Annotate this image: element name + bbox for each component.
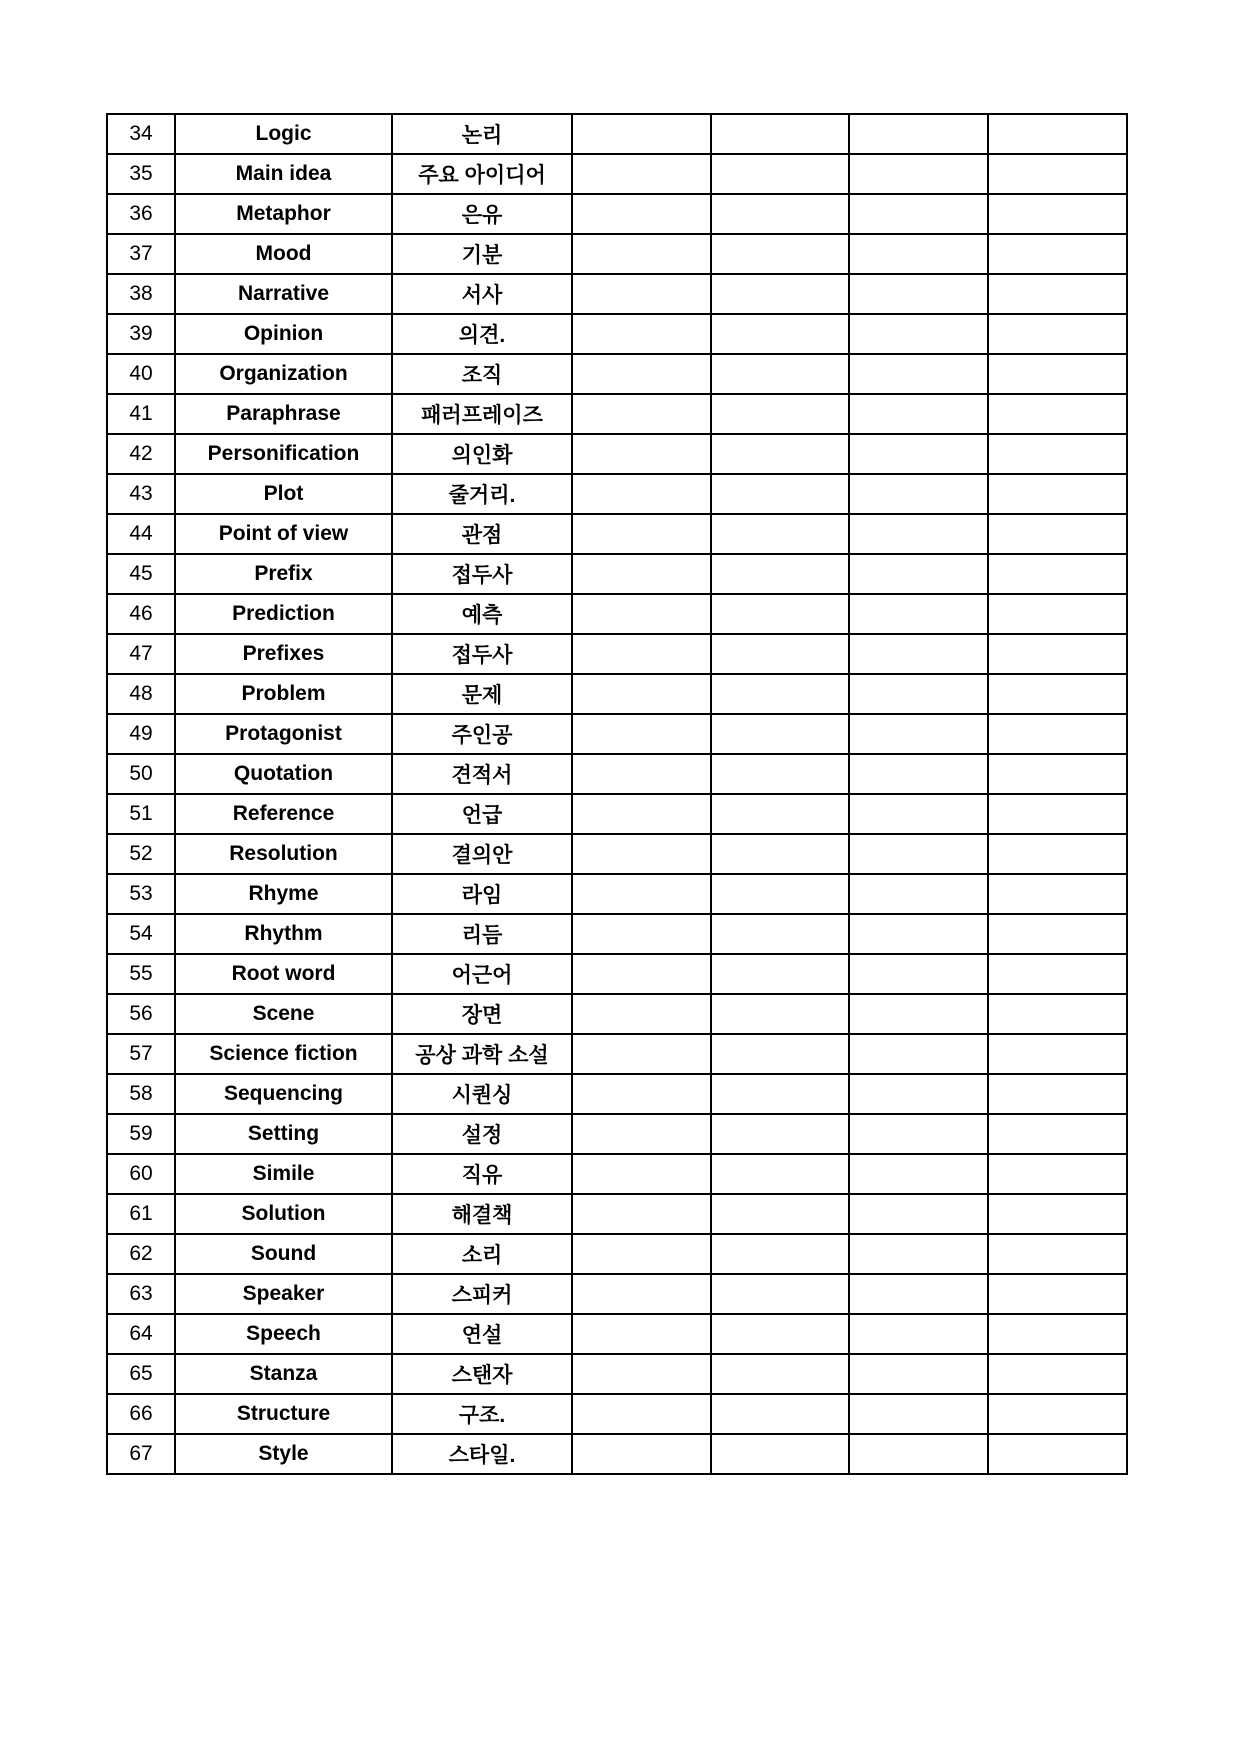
table-row <box>107 634 1127 674</box>
table-row <box>107 354 1127 394</box>
english-term-cell: Narrative <box>175 274 392 314</box>
english-term-cell: Mood <box>175 234 392 274</box>
blank-answer-cell <box>572 154 711 194</box>
korean-term-cell: 해결책 <box>392 1194 572 1234</box>
blank-answer-cell <box>988 554 1127 594</box>
blank-answer-cell <box>572 194 711 234</box>
row-number-cell: 35 <box>107 154 175 194</box>
english-term-cell: Point of view <box>175 514 392 554</box>
blank-answer-cell <box>572 1274 711 1314</box>
blank-answer-cell <box>849 1354 988 1394</box>
blank-answer-cell <box>849 1434 988 1474</box>
table-row <box>107 1314 1127 1354</box>
table-row <box>107 514 1127 554</box>
blank-answer-cell <box>988 714 1127 754</box>
korean-term-cell: 견적서 <box>392 754 572 794</box>
row-number-cell: 55 <box>107 954 175 994</box>
blank-answer-cell <box>849 954 988 994</box>
korean-term-cell: 공상 과학 소설 <box>392 1034 572 1074</box>
blank-answer-cell <box>849 474 988 514</box>
blank-answer-cell <box>572 1074 711 1114</box>
blank-answer-cell <box>572 1314 711 1354</box>
korean-term-cell: 주인공 <box>392 714 572 754</box>
blank-answer-cell <box>711 714 849 754</box>
row-number-cell: 53 <box>107 874 175 914</box>
blank-answer-cell <box>711 1394 849 1434</box>
table-row <box>107 314 1127 354</box>
english-term-cell: Prefixes <box>175 634 392 674</box>
blank-answer-cell <box>849 1194 988 1234</box>
row-number-cell: 37 <box>107 234 175 274</box>
row-number-cell: 46 <box>107 594 175 634</box>
korean-term-cell: 접두사 <box>392 634 572 674</box>
blank-answer-cell <box>711 1034 849 1074</box>
row-number-cell: 41 <box>107 394 175 434</box>
table-row <box>107 474 1127 514</box>
table-row <box>107 714 1127 754</box>
english-term-cell: Setting <box>175 1114 392 1154</box>
blank-answer-cell <box>711 1114 849 1154</box>
blank-answer-cell <box>849 554 988 594</box>
row-number-cell: 54 <box>107 914 175 954</box>
blank-answer-cell <box>849 594 988 634</box>
blank-answer-cell <box>572 1394 711 1434</box>
row-number-cell: 49 <box>107 714 175 754</box>
korean-term-cell: 소리 <box>392 1234 572 1274</box>
korean-term-cell: 은유 <box>392 194 572 234</box>
blank-answer-cell <box>711 514 849 554</box>
table-row <box>107 1274 1127 1314</box>
english-term-cell: Reference <box>175 794 392 834</box>
korean-term-cell: 접두사 <box>392 554 572 594</box>
korean-term-cell: 시퀀싱 <box>392 1074 572 1114</box>
blank-answer-cell <box>988 394 1127 434</box>
row-number-cell: 57 <box>107 1034 175 1074</box>
blank-answer-cell <box>849 1314 988 1354</box>
table-row <box>107 1354 1127 1394</box>
row-number-cell: 40 <box>107 354 175 394</box>
blank-answer-cell <box>849 1114 988 1154</box>
blank-answer-cell <box>711 754 849 794</box>
blank-answer-cell <box>711 474 849 514</box>
english-term-cell: Solution <box>175 1194 392 1234</box>
korean-term-cell: 서사 <box>392 274 572 314</box>
korean-term-cell: 직유 <box>392 1154 572 1194</box>
blank-answer-cell <box>711 1354 849 1394</box>
blank-answer-cell <box>988 1154 1127 1194</box>
blank-answer-cell <box>988 634 1127 674</box>
table-row <box>107 954 1127 994</box>
table-row <box>107 434 1127 474</box>
blank-answer-cell <box>711 1274 849 1314</box>
blank-answer-cell <box>572 114 711 154</box>
blank-answer-cell <box>849 994 988 1034</box>
korean-term-cell: 언급 <box>392 794 572 834</box>
blank-answer-cell <box>849 1034 988 1074</box>
table-row <box>107 1234 1127 1274</box>
row-number-cell: 61 <box>107 1194 175 1234</box>
english-term-cell: Main idea <box>175 154 392 194</box>
blank-answer-cell <box>988 114 1127 154</box>
blank-answer-cell <box>849 354 988 394</box>
row-number-cell: 60 <box>107 1154 175 1194</box>
row-number-cell: 62 <box>107 1234 175 1274</box>
blank-answer-cell <box>849 714 988 754</box>
blank-answer-cell <box>849 634 988 674</box>
english-term-cell: Rhythm <box>175 914 392 954</box>
blank-answer-cell <box>572 314 711 354</box>
blank-answer-cell <box>988 874 1127 914</box>
blank-answer-cell <box>711 1234 849 1274</box>
row-number-cell: 58 <box>107 1074 175 1114</box>
blank-answer-cell <box>711 674 849 714</box>
blank-answer-cell <box>849 1154 988 1194</box>
blank-answer-cell <box>572 274 711 314</box>
korean-term-cell: 어근어 <box>392 954 572 994</box>
english-term-cell: Plot <box>175 474 392 514</box>
blank-answer-cell <box>988 474 1127 514</box>
table-row <box>107 194 1127 234</box>
blank-answer-cell <box>988 834 1127 874</box>
blank-answer-cell <box>988 1074 1127 1114</box>
row-number-cell: 66 <box>107 1394 175 1434</box>
row-number-cell: 42 <box>107 434 175 474</box>
blank-answer-cell <box>572 674 711 714</box>
blank-answer-cell <box>572 1114 711 1154</box>
korean-term-cell: 스타일. <box>392 1434 572 1474</box>
table-row <box>107 834 1127 874</box>
table-row <box>107 794 1127 834</box>
korean-term-cell: 결의안 <box>392 834 572 874</box>
blank-answer-cell <box>849 794 988 834</box>
english-term-cell: Opinion <box>175 314 392 354</box>
row-number-cell: 50 <box>107 754 175 794</box>
korean-term-cell: 라임 <box>392 874 572 914</box>
row-number-cell: 64 <box>107 1314 175 1354</box>
blank-answer-cell <box>711 1154 849 1194</box>
blank-answer-cell <box>711 794 849 834</box>
table-row <box>107 554 1127 594</box>
korean-term-cell: 연설 <box>392 1314 572 1354</box>
english-term-cell: Problem <box>175 674 392 714</box>
table-row <box>107 754 1127 794</box>
table-row <box>107 674 1127 714</box>
korean-term-cell: 의견. <box>392 314 572 354</box>
row-number-cell: 44 <box>107 514 175 554</box>
blank-answer-cell <box>572 1354 711 1394</box>
blank-answer-cell <box>849 114 988 154</box>
blank-answer-cell <box>572 474 711 514</box>
row-number-cell: 59 <box>107 1114 175 1154</box>
blank-answer-cell <box>572 394 711 434</box>
row-number-cell: 45 <box>107 554 175 594</box>
english-term-cell: Resolution <box>175 834 392 874</box>
blank-answer-cell <box>711 234 849 274</box>
blank-answer-cell <box>988 1354 1127 1394</box>
blank-answer-cell <box>988 1114 1127 1154</box>
blank-answer-cell <box>988 354 1127 394</box>
blank-answer-cell <box>572 754 711 794</box>
korean-term-cell: 패러프레이즈 <box>392 394 572 434</box>
row-number-cell: 36 <box>107 194 175 234</box>
blank-answer-cell <box>711 954 849 994</box>
blank-answer-cell <box>988 234 1127 274</box>
row-number-cell: 67 <box>107 1434 175 1474</box>
blank-answer-cell <box>988 1434 1127 1474</box>
english-term-cell: Rhyme <box>175 874 392 914</box>
blank-answer-cell <box>572 434 711 474</box>
blank-answer-cell <box>572 834 711 874</box>
blank-answer-cell <box>988 674 1127 714</box>
blank-answer-cell <box>849 674 988 714</box>
table-row <box>107 1074 1127 1114</box>
english-term-cell: Prediction <box>175 594 392 634</box>
korean-term-cell: 스탠자 <box>392 1354 572 1394</box>
blank-answer-cell <box>572 634 711 674</box>
blank-answer-cell <box>988 154 1127 194</box>
blank-answer-cell <box>849 1274 988 1314</box>
korean-term-cell: 문제 <box>392 674 572 714</box>
blank-answer-cell <box>988 914 1127 954</box>
blank-answer-cell <box>849 394 988 434</box>
blank-answer-cell <box>988 1314 1127 1354</box>
blank-answer-cell <box>572 594 711 634</box>
blank-answer-cell <box>711 114 849 154</box>
blank-answer-cell <box>988 194 1127 234</box>
english-term-cell: Root word <box>175 954 392 994</box>
blank-answer-cell <box>849 154 988 194</box>
table-row <box>107 994 1127 1034</box>
korean-term-cell: 구조. <box>392 1394 572 1434</box>
english-term-cell: Prefix <box>175 554 392 594</box>
blank-answer-cell <box>988 1194 1127 1234</box>
blank-answer-cell <box>711 634 849 674</box>
english-term-cell: Paraphrase <box>175 394 392 434</box>
blank-answer-cell <box>988 994 1127 1034</box>
korean-term-cell: 줄거리. <box>392 474 572 514</box>
blank-answer-cell <box>988 514 1127 554</box>
blank-answer-cell <box>988 594 1127 634</box>
table-row <box>107 1394 1127 1434</box>
blank-answer-cell <box>849 234 988 274</box>
row-number-cell: 63 <box>107 1274 175 1314</box>
english-term-cell: Structure <box>175 1394 392 1434</box>
korean-term-cell: 의인화 <box>392 434 572 474</box>
blank-answer-cell <box>711 394 849 434</box>
table-row <box>107 114 1127 154</box>
blank-answer-cell <box>572 714 711 754</box>
row-number-cell: 39 <box>107 314 175 354</box>
blank-answer-cell <box>572 1034 711 1074</box>
english-term-cell: Style <box>175 1434 392 1474</box>
korean-term-cell: 설정 <box>392 1114 572 1154</box>
english-term-cell: Science fiction <box>175 1034 392 1074</box>
blank-answer-cell <box>849 1394 988 1434</box>
blank-answer-cell <box>711 1434 849 1474</box>
blank-answer-cell <box>849 834 988 874</box>
blank-answer-cell <box>988 794 1127 834</box>
blank-answer-cell <box>849 1234 988 1274</box>
table-row <box>107 234 1127 274</box>
korean-term-cell: 관점 <box>392 514 572 554</box>
blank-answer-cell <box>711 874 849 914</box>
blank-answer-cell <box>711 154 849 194</box>
blank-answer-cell <box>988 434 1127 474</box>
table-row <box>107 1434 1127 1474</box>
blank-answer-cell <box>711 434 849 474</box>
table-row <box>107 394 1127 434</box>
blank-answer-cell <box>988 954 1127 994</box>
english-term-cell: Stanza <box>175 1354 392 1394</box>
blank-answer-cell <box>988 274 1127 314</box>
row-number-cell: 52 <box>107 834 175 874</box>
blank-answer-cell <box>849 1074 988 1114</box>
korean-term-cell: 리듬 <box>392 914 572 954</box>
blank-answer-cell <box>711 354 849 394</box>
blank-answer-cell <box>988 1394 1127 1434</box>
blank-answer-cell <box>572 514 711 554</box>
english-term-cell: Quotation <box>175 754 392 794</box>
english-term-cell: Logic <box>175 114 392 154</box>
blank-answer-cell <box>572 1434 711 1474</box>
table-row <box>107 874 1127 914</box>
blank-answer-cell <box>572 874 711 914</box>
row-number-cell: 65 <box>107 1354 175 1394</box>
english-term-cell: Organization <box>175 354 392 394</box>
blank-answer-cell <box>988 1274 1127 1314</box>
blank-answer-cell <box>572 794 711 834</box>
table-row <box>107 914 1127 954</box>
korean-term-cell: 조직 <box>392 354 572 394</box>
english-term-cell: Sound <box>175 1234 392 1274</box>
row-number-cell: 47 <box>107 634 175 674</box>
english-term-cell: Speaker <box>175 1274 392 1314</box>
vocabulary-table <box>106 113 1128 1475</box>
blank-answer-cell <box>711 914 849 954</box>
blank-answer-cell <box>572 1154 711 1194</box>
blank-answer-cell <box>572 994 711 1034</box>
blank-answer-cell <box>849 314 988 354</box>
english-term-cell: Simile <box>175 1154 392 1194</box>
row-number-cell: 43 <box>107 474 175 514</box>
row-number-cell: 38 <box>107 274 175 314</box>
blank-answer-cell <box>711 1314 849 1354</box>
blank-answer-cell <box>711 834 849 874</box>
blank-answer-cell <box>711 1074 849 1114</box>
korean-term-cell: 기분 <box>392 234 572 274</box>
english-term-cell: Scene <box>175 994 392 1034</box>
blank-answer-cell <box>711 314 849 354</box>
table-row <box>107 594 1127 634</box>
korean-term-cell: 주요 아이디어 <box>392 154 572 194</box>
blank-answer-cell <box>711 554 849 594</box>
table-row <box>107 1154 1127 1194</box>
row-number-cell: 56 <box>107 994 175 1034</box>
english-term-cell: Speech <box>175 1314 392 1354</box>
blank-answer-cell <box>711 594 849 634</box>
table-row <box>107 274 1127 314</box>
blank-answer-cell <box>572 914 711 954</box>
blank-answer-cell <box>988 754 1127 794</box>
blank-answer-cell <box>572 954 711 994</box>
korean-term-cell: 예측 <box>392 594 572 634</box>
blank-answer-cell <box>849 194 988 234</box>
english-term-cell: Protagonist <box>175 714 392 754</box>
blank-answer-cell <box>988 314 1127 354</box>
blank-answer-cell <box>711 274 849 314</box>
blank-answer-cell <box>849 434 988 474</box>
vocabulary-table-body <box>107 114 1127 1474</box>
blank-answer-cell <box>849 274 988 314</box>
row-number-cell: 34 <box>107 114 175 154</box>
blank-answer-cell <box>572 1234 711 1274</box>
blank-answer-cell <box>711 1194 849 1234</box>
blank-answer-cell <box>572 1194 711 1234</box>
korean-term-cell: 논리 <box>392 114 572 154</box>
blank-answer-cell <box>572 354 711 394</box>
table-row <box>107 154 1127 194</box>
korean-term-cell: 스피커 <box>392 1274 572 1314</box>
blank-answer-cell <box>988 1234 1127 1274</box>
table-row <box>107 1114 1127 1154</box>
table-row <box>107 1034 1127 1074</box>
english-term-cell: Metaphor <box>175 194 392 234</box>
blank-answer-cell <box>572 554 711 594</box>
row-number-cell: 51 <box>107 794 175 834</box>
blank-answer-cell <box>849 874 988 914</box>
english-term-cell: Sequencing <box>175 1074 392 1114</box>
blank-answer-cell <box>849 514 988 554</box>
blank-answer-cell <box>711 994 849 1034</box>
blank-answer-cell <box>849 914 988 954</box>
korean-term-cell: 장면 <box>392 994 572 1034</box>
row-number-cell: 48 <box>107 674 175 714</box>
english-term-cell: Personification <box>175 434 392 474</box>
blank-answer-cell <box>711 194 849 234</box>
table-row <box>107 1194 1127 1234</box>
blank-answer-cell <box>849 754 988 794</box>
blank-answer-cell <box>572 234 711 274</box>
blank-answer-cell <box>988 1034 1127 1074</box>
